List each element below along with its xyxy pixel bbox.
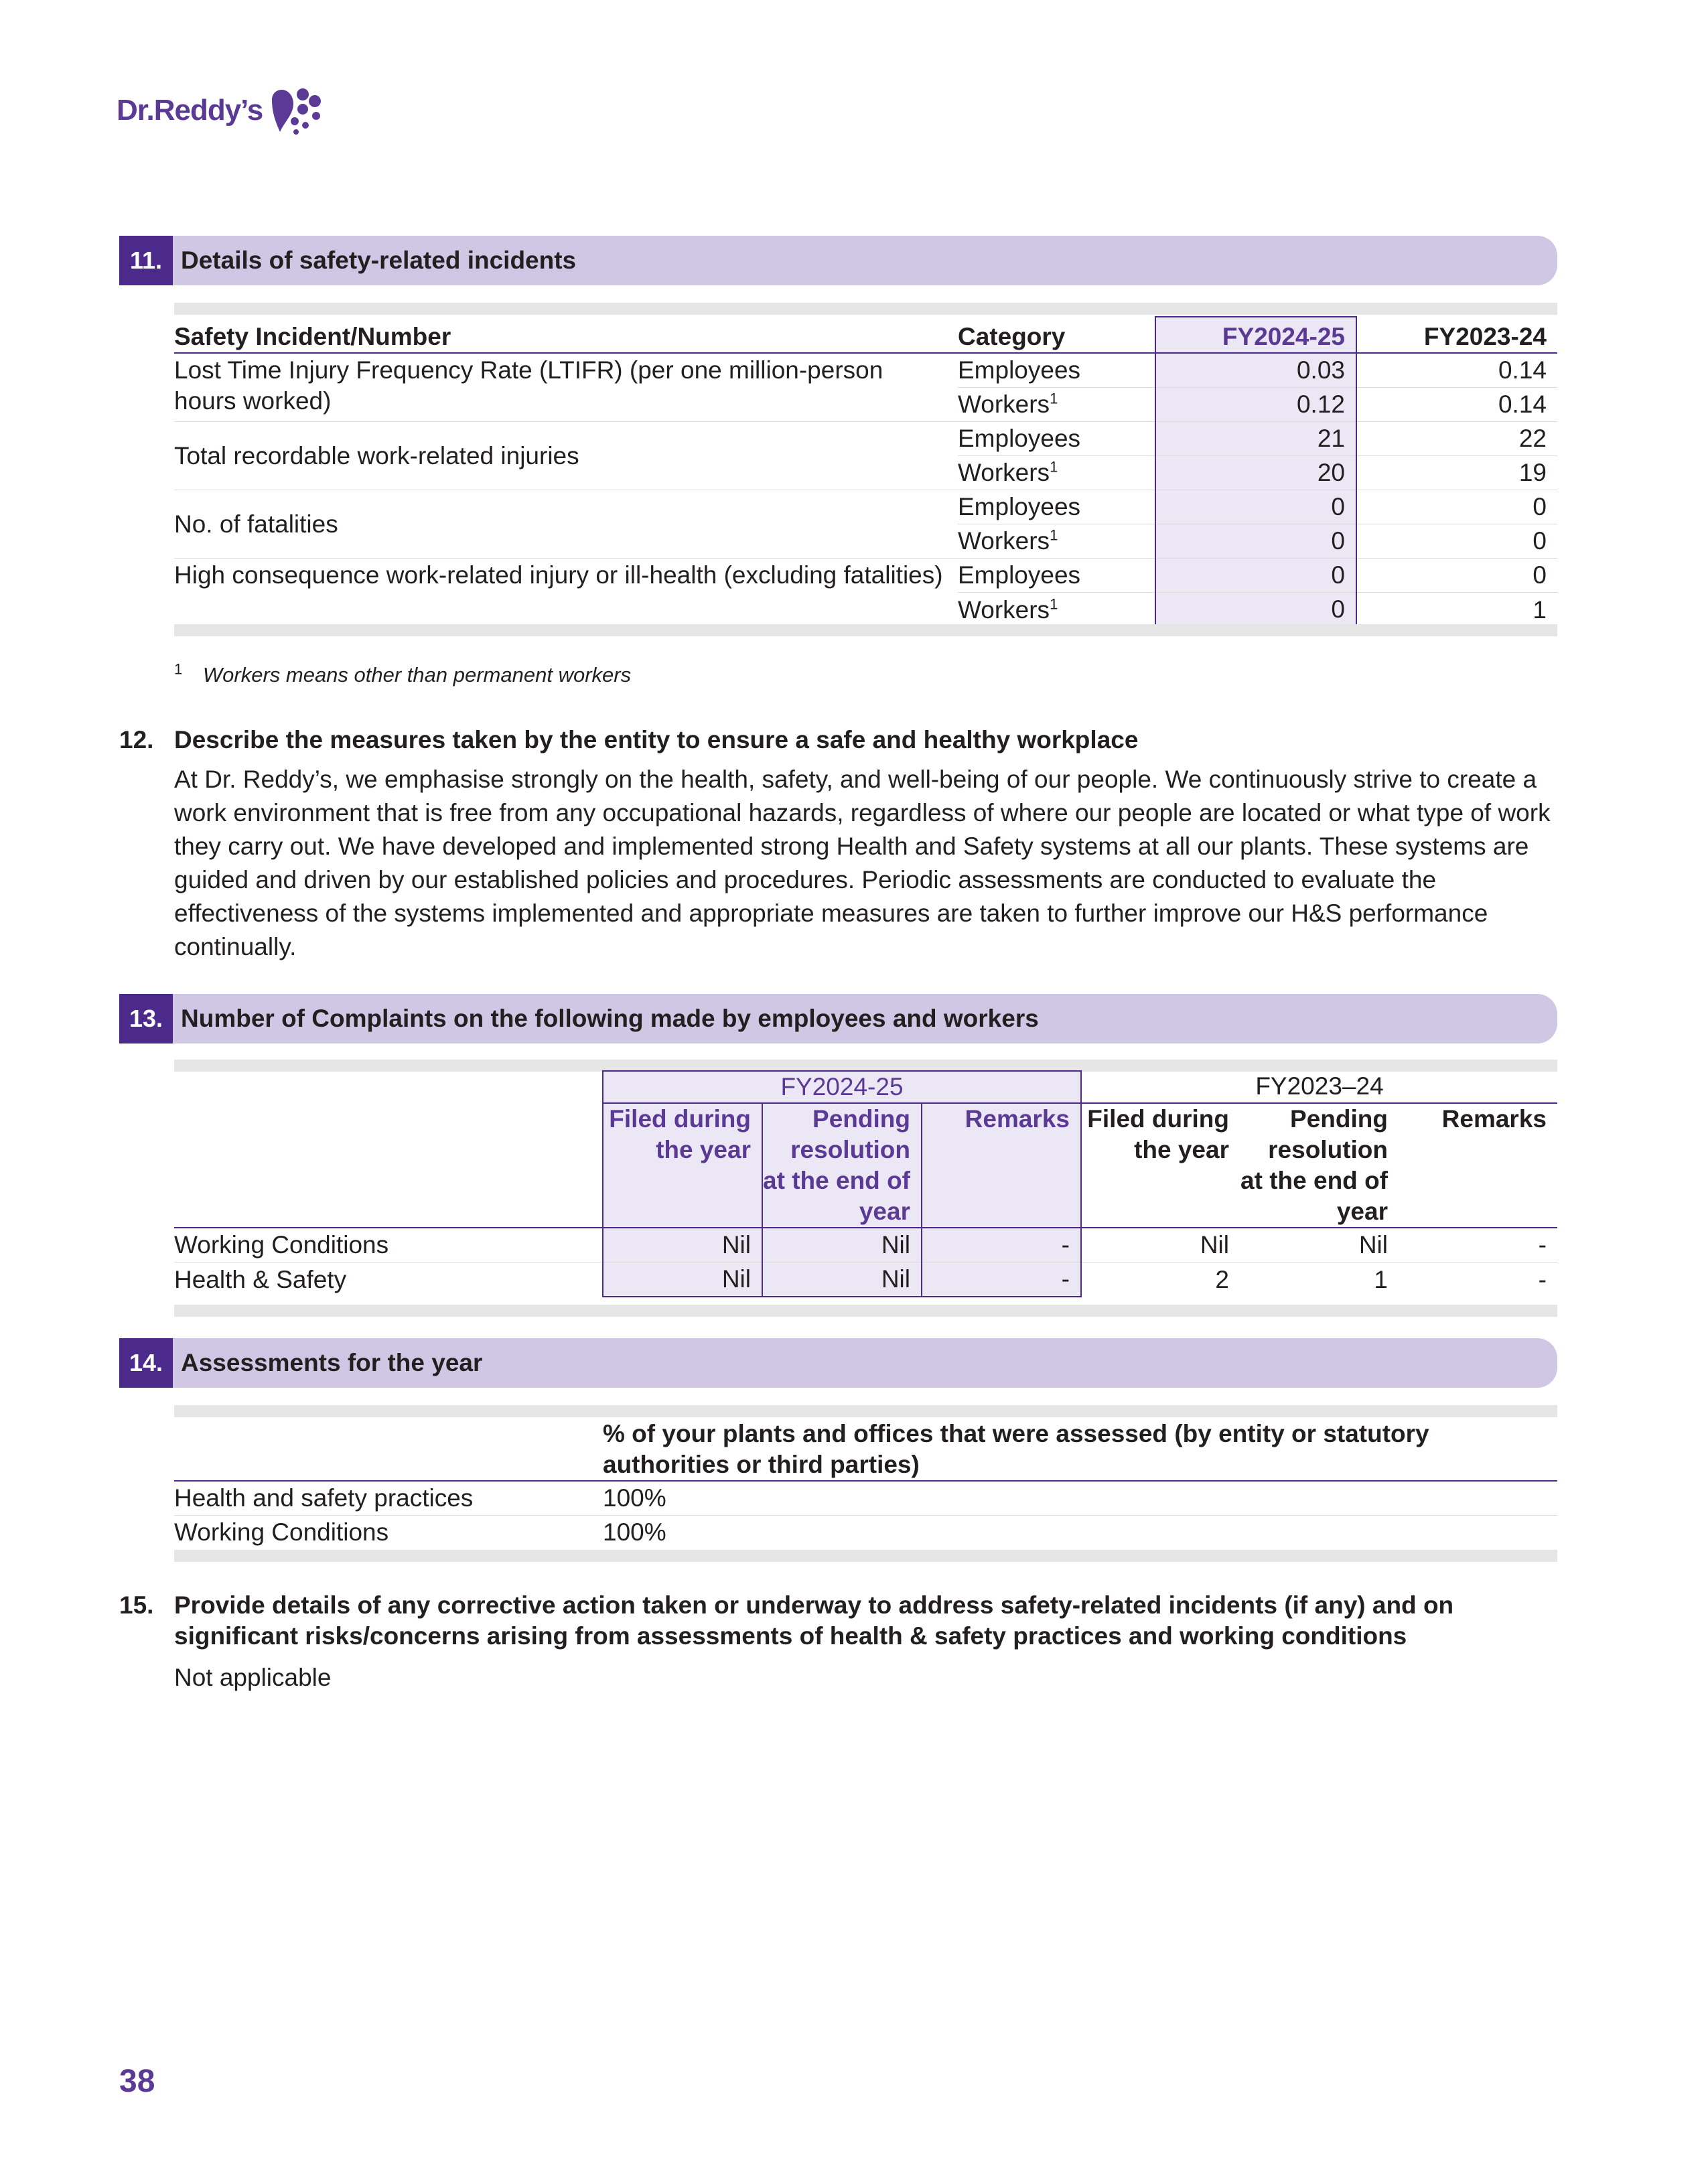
category-cell: Employees [958, 353, 1155, 388]
category-cell: Workers$^1$ [958, 595, 1058, 624]
row-label: Health & Safety [174, 1265, 347, 1293]
filed-fy2023-24: 2 [1215, 1265, 1229, 1293]
pending-fy2023-24: 1 [1374, 1265, 1388, 1293]
value-fy2023-24: 0.14 [1356, 353, 1557, 388]
table-row [174, 559, 1557, 593]
section-11-header [119, 236, 1557, 285]
table-row [174, 1481, 1557, 1516]
section-title: Details of safety-related incidents [173, 236, 1557, 285]
incident-label: High consequence work-related injury or ill-health (excluding fatalities) [174, 561, 943, 589]
table-row [174, 1516, 1557, 1550]
value-fy2024-25: 0.12 [1155, 388, 1356, 422]
col-header-remarks: Remarks [1441, 1105, 1547, 1133]
col-header-assessed: % of your plants and offices that were assessed (by entity or statutory authorities or third parties) [603, 1419, 1557, 1481]
col-header-filed: Filed during the year [1087, 1105, 1229, 1163]
section-13-header [119, 994, 1557, 1043]
remarks-fy2024-25: - [922, 1263, 1081, 1297]
col-header-pending: Pending resolution at the end of year [762, 1103, 922, 1228]
value-fy2023-24: 0 [1356, 490, 1557, 524]
divider [174, 1550, 1557, 1562]
pending-fy2024-25: Nil [762, 1263, 922, 1297]
filed-fy2023-24: Nil [1081, 1228, 1240, 1263]
category-cell: Employees [958, 559, 1155, 593]
incident-label: No. of fatalities [174, 490, 958, 559]
section-12-body: At Dr. Reddy’s, we emphasise strongly on the health, safety, and well-being of our people. We continuously strive to create a work environment that is free from any occupational hazards, regardless of where our people are located or what type of work they carry out. We have developed and implemented strong Health and Safety systems at all our plants. These systems are guided and driven by our established policies and procedures. Periodic assessments are conducted to evaluate the effectiveness of the systems implemented and appropriate measures are taken to further improve our H&S performance continually. [174, 766, 1551, 960]
value-fy2023-24: 1 [1533, 595, 1547, 624]
col-header-pending: Pending resolution at the end of year [1240, 1105, 1388, 1225]
table-row [174, 353, 1557, 388]
value-fy2024-25: 0 [1155, 524, 1356, 559]
remarks-fy2023-24: - [1538, 1265, 1547, 1293]
fy2023-24-group-header: FY2023–24 [1081, 1071, 1557, 1103]
section-number: 11. [119, 236, 173, 285]
section-15-number: 15. [119, 1591, 154, 1619]
value-fy2023-24: 0 [1356, 524, 1557, 559]
value-fy2023-24: 22 [1356, 422, 1557, 456]
divider [174, 303, 1557, 315]
section-title: Number of Complaints on the following made by employees and workers [173, 994, 1557, 1043]
row-value: 100% [603, 1481, 1557, 1516]
divider [174, 1305, 1557, 1317]
section-15-body: Not applicable [174, 1664, 332, 1691]
page-number: 38 [119, 2064, 155, 2099]
col-header-filed: Filed during the year [603, 1103, 762, 1228]
category-cell: Workers$^1$ [958, 388, 1155, 422]
remarks-fy2024-25: - [922, 1228, 1081, 1263]
category-cell: Employees [958, 490, 1155, 524]
logo-heart-icon [268, 85, 326, 136]
section-12-number: 12. [119, 726, 154, 753]
section-15-title: Provide details of any corrective action taken or underway to address safety-related incidents (if any) and on significant risks/concerns arising from assessments of health & safety practices and working conditions [174, 1591, 1454, 1650]
col-header-fy2024-25: FY2024-25 [1155, 317, 1356, 353]
category-cell: Employees [958, 422, 1155, 456]
table-row [174, 490, 1557, 524]
value-fy2024-25: 0 [1155, 559, 1356, 593]
col-header-category: Category [958, 317, 1155, 353]
col-header-fy2023-24: FY2023-24 [1356, 317, 1557, 353]
pending-fy2024-25: Nil [762, 1228, 922, 1263]
table-row [174, 1263, 1557, 1297]
company-logo [117, 80, 326, 141]
value-fy2023-24: 19 [1356, 456, 1557, 490]
value-fy2024-25: 21 [1155, 422, 1356, 456]
value-fy2024-25: 0.03 [1155, 353, 1356, 388]
section-12-title: Describe the measures taken by the entity to ensure a safe and healthy workplace [174, 726, 1139, 753]
incident-label: Total recordable work-related injuries [174, 422, 958, 490]
row-label: Working Conditions [174, 1228, 603, 1263]
filed-fy2024-25: Nil [603, 1263, 762, 1297]
col-header-remarks: Remarks [922, 1103, 1081, 1228]
value-fy2023-24: 0.14 [1356, 388, 1557, 422]
pending-fy2023-24: Nil [1240, 1228, 1399, 1263]
value-fy2024-25: 0 [1155, 593, 1356, 628]
complaints-table [174, 1070, 1557, 1297]
remarks-fy2023-24: - [1399, 1228, 1557, 1263]
filed-fy2024-25: Nil [603, 1228, 762, 1263]
table-row [174, 422, 1557, 456]
col-header-incident: Safety Incident/Number [174, 317, 958, 353]
footnote: $^1$ Workers means other than permanent workers [174, 660, 632, 687]
section-14-header [119, 1338, 1557, 1388]
row-value: 100% [603, 1518, 666, 1546]
fy2024-25-group-header: FY2024-25 [603, 1071, 1081, 1103]
safety-incidents-table [174, 316, 1557, 628]
section-number: 13. [119, 994, 173, 1043]
section-number: 14. [119, 1338, 173, 1388]
incident-label: Lost Time Injury Frequency Rate (LTIFR) (per one million-person hours worked) [174, 353, 958, 422]
brand-name: Dr.Reddy’s [117, 94, 263, 127]
divider [174, 624, 1557, 636]
row-label: Working Conditions [174, 1518, 389, 1546]
category-cell: Workers$^1$ [958, 524, 1155, 559]
value-fy2023-24: 0 [1356, 559, 1557, 593]
table-row [174, 1228, 1557, 1263]
divider [174, 1405, 1557, 1417]
category-cell: Workers$^1$ [958, 456, 1155, 490]
value-fy2024-25: 20 [1155, 456, 1356, 490]
section-title: Assessments for the year [173, 1338, 1557, 1388]
assessments-table [174, 1419, 1557, 1549]
row-label: Health and safety practices [174, 1481, 603, 1516]
value-fy2024-25: 0 [1155, 490, 1356, 524]
